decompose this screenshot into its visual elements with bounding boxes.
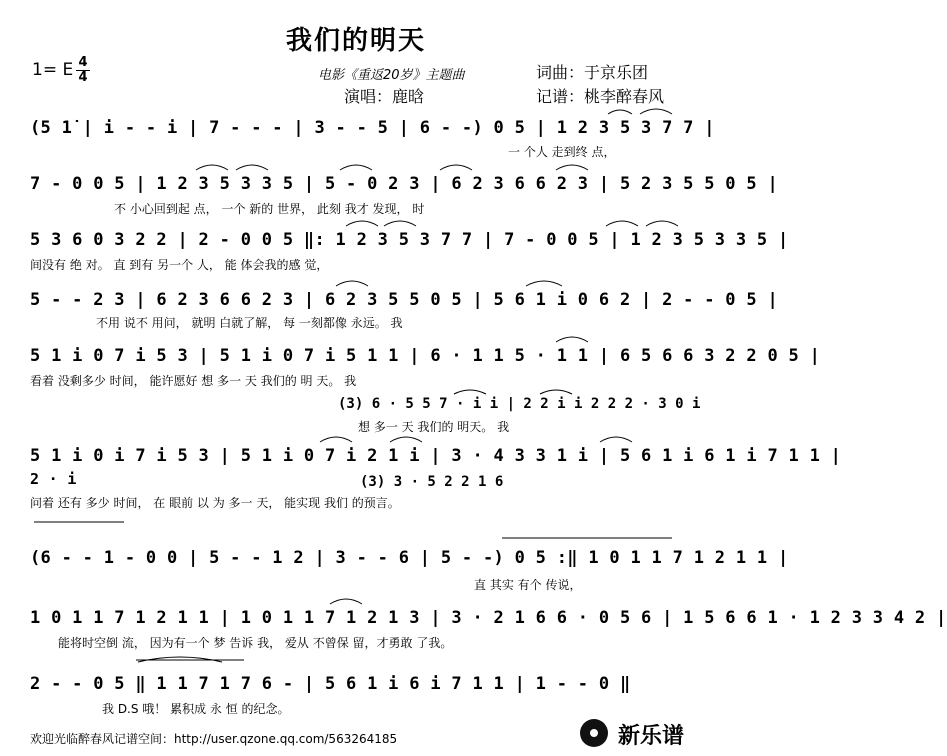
site-logo (574, 715, 706, 751)
score-row: 5 3 6 0 3 2 2 | 2 - 0 0 5 ‖: 1 2 3 5 3 7 7 | 7 - 0 0 5 | 1 2 3 5 3 3 5 | (30, 230, 789, 250)
lyrics-line: 看着 没剩多少 时间， 能许愿好 想 多一 天 我们的 明 天。 我 (30, 374, 357, 388)
key-signature: 1= E (32, 60, 74, 80)
footer-text: 欢迎光临醉春风记谱空间：http://user.qzone.qq.com/563264185 (30, 732, 398, 746)
lyrics-line: 我 D.S 哦！ 累积成 永 恒 的纪念。 (102, 702, 290, 716)
score-row-extra: 2 · i (30, 470, 77, 488)
lyrics-line: 一 个人 走到终 点， (508, 145, 616, 159)
alternate-melody: (3) 6 · 5 5 7 · i i | 2 2 i i 2 2 2 · 3 0 i (338, 396, 701, 412)
lyrics-line: 不用 说不 用问， 就明 白就了解， 每 一刻都像 永远。 我 (96, 316, 403, 330)
score-row: (5 1̇ | i - - i | 7 - - - | 3 - - 5 | 6 - -) 0 5 | 1 2 3 5 3 7 7 | (30, 118, 715, 138)
score-row: 1 0 1 1 7 1 2 1 1 | 1 0 1 1 7 1 2 1 3 | 3 · 2 1 6 6 · 0 5 6 | 1 5 6 6 1 · 1 2 3 3 4 2 | (30, 608, 947, 628)
score-row: 5 1 i 0 i 7 i 5 3 | 5 1 i 0 7 i 2 1 i | 3 · 4 3 3 1 i | 5 6 1 i 6 1 i 7 1 1 | (30, 446, 842, 466)
record-disc-icon (580, 719, 608, 747)
transcriber: 记谱：桃李醉春风 (536, 87, 665, 106)
lyrics-line: 想 多一 天 我们的 明天。 我 (358, 420, 510, 434)
lyrics-line: 不 小心回到起 点， 一个 新的 世界， 此刻 我才 发现， 时 (114, 202, 425, 216)
alternate-melody: (3) 3 · 5 2 2 1 6 (360, 474, 504, 490)
score-row: 2 - - 0 5 ‖ 1 1 7 1 7 6 - | 5 6 1 i 6 i 7 1 1 | 1 - - 0 ‖ (30, 674, 631, 694)
score-row: (6 - - 1 - 0 0 | 5 - - 1 2 | 3 - - 6 | 5 - -) 0 5 :‖ 1 0 1 1 7 1 2 1 1 | (30, 548, 789, 568)
lyrics-line: 间没有 绝 对。 直 到有 另一个 人， 能 体会我的感 觉， (30, 258, 329, 272)
time-signature: $\frac{4}{4}$ (76, 56, 90, 85)
subtitle: 电影《重返20岁》主题曲 (318, 68, 465, 83)
logo-text: 新乐谱 (618, 724, 685, 749)
score-row: 7 - 0 0 5 | 1 2 3 5 3 3 5 | 5 - 0 2 3 | 6 2 3 6 6 2 3 | 5 2 3 5 5 0 5 | (30, 174, 778, 194)
score-row: 5 - - 2 3 | 6 2 3 6 6 2 3 | 6 2 3 5 5 0 5 | 5 6 1 i 0 6 2 | 2 - - 0 5 | (30, 290, 778, 310)
composer: 词曲：于京乐团 (536, 63, 649, 82)
lyrics-line: 问着 还有 多少 时间， 在 眼前 以 为 多一 天， 能实现 我们 的预言。 (30, 496, 400, 510)
page-title: 我们的明天 (285, 26, 426, 56)
score-row: 5 1 i 0 7 i 5 3 | 5 1 i 0 7 i 5 1 1 | 6 · 1 1 5 · 1 1 | 6 5 6 6 3 2 2 0 5 | (30, 346, 821, 366)
lyrics-line: 能将时空倒 流， 因为有一个 梦 告诉 我， 爱从 不曾保 留，才勇敢 了我。 (58, 636, 453, 650)
singer: 演唱：鹿晗 (344, 87, 425, 106)
lyrics-line: 直 其实 有个 传说， (474, 578, 582, 592)
